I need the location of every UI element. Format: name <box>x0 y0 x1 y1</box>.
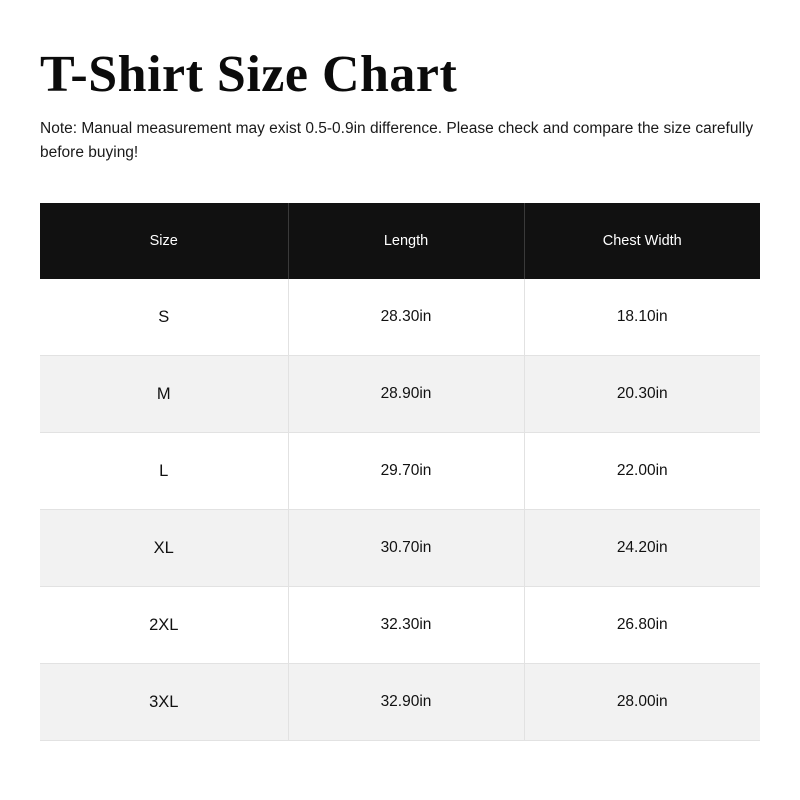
cell-chest-width: 28.00in <box>524 664 760 741</box>
measurement-note: Note: Manual measurement may exist 0.5-0.9in difference. Please check and compare the size carefully before buying! <box>40 120 754 162</box>
column-header-length: Length <box>288 203 524 279</box>
table-row <box>40 356 760 433</box>
column-header-size: Size <box>40 203 288 279</box>
table-row <box>40 279 760 356</box>
table-header-row <box>40 203 760 279</box>
cell-size: 3XL <box>40 664 288 741</box>
table-row <box>40 433 760 510</box>
cell-size: XL <box>40 510 288 587</box>
cell-chest-width: 26.80in <box>524 587 760 664</box>
cell-length: 29.70in <box>288 433 524 510</box>
cell-chest-width: 24.20in <box>524 510 760 587</box>
cell-size: M <box>40 356 288 433</box>
size-chart-table-wrapper <box>40 203 760 741</box>
cell-chest-width: 22.00in <box>524 433 760 510</box>
cell-length: 28.90in <box>288 356 524 433</box>
cell-size: L <box>40 433 288 510</box>
page-title: T-Shirt Size Chart <box>40 46 458 103</box>
cell-length: 28.30in <box>288 279 524 356</box>
column-header-chest-width: Chest Width <box>524 203 760 279</box>
cell-size: 2XL <box>40 587 288 664</box>
cell-size: S <box>40 279 288 356</box>
cell-length: 32.30in <box>288 587 524 664</box>
cell-length: 30.70in <box>288 510 524 587</box>
table-row <box>40 664 760 741</box>
cell-chest-width: 20.30in <box>524 356 760 433</box>
table-header <box>40 203 760 279</box>
table-row <box>40 510 760 587</box>
cell-length: 32.90in <box>288 664 524 741</box>
table-body <box>40 279 760 741</box>
table-row <box>40 587 760 664</box>
cell-chest-width: 18.10in <box>524 279 760 356</box>
size-chart-table <box>40 203 760 741</box>
